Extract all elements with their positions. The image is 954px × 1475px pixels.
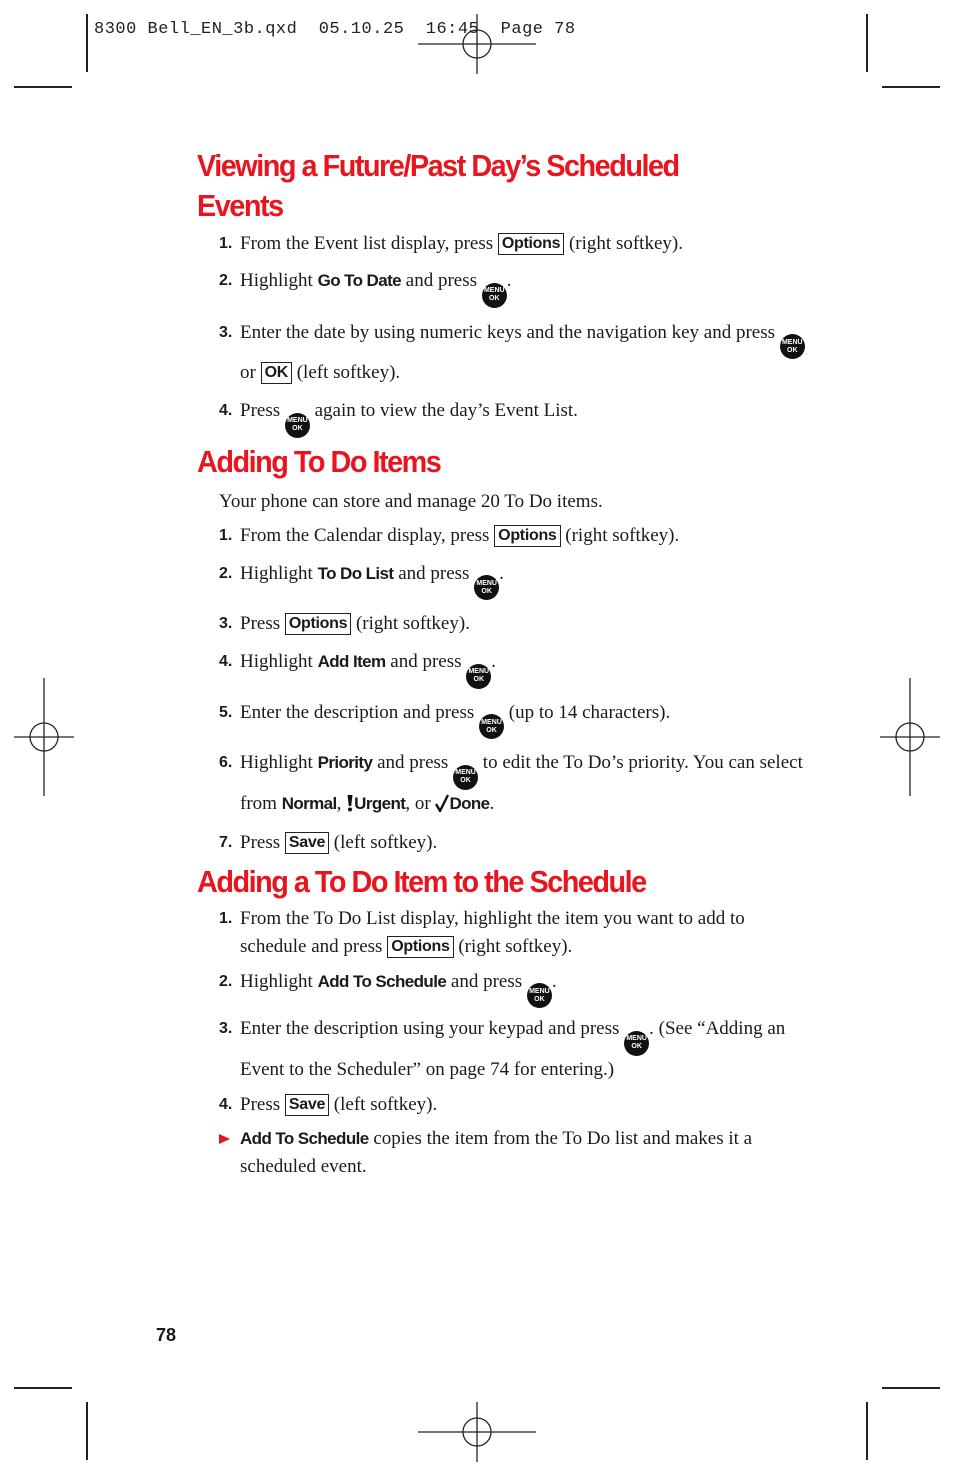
menu-icon-label: OK <box>489 295 500 302</box>
menu-icon-label: MENU <box>481 718 502 726</box>
menu-icon-label: OK <box>486 726 497 734</box>
step-text: or <box>240 362 256 383</box>
ok-key: OK <box>261 362 292 384</box>
list-item <box>197 1091 807 1119</box>
menu-icon-label: OK <box>481 587 492 595</box>
menu-icon-label: MENU <box>781 338 803 346</box>
step-text: Highlight <box>240 752 313 773</box>
menu-ok-key-icon <box>466 664 491 689</box>
menu-icon-label: MENU <box>483 287 505 294</box>
menu-icon-label: MENU <box>455 769 476 776</box>
step-text: Highlight <box>240 562 313 584</box>
menu-ok-key-icon <box>453 765 478 790</box>
menu-icon-label: MENU <box>529 987 550 995</box>
menu-icon-label: OK <box>631 1043 642 1050</box>
options-key: Options <box>387 936 453 958</box>
exclamation-icon <box>346 794 354 812</box>
step-number: 1. <box>219 909 233 927</box>
menu-ok-key-icon <box>527 983 552 1008</box>
step-text: . <box>551 970 557 992</box>
crop-mark <box>86 1402 88 1460</box>
step-text: Press <box>240 831 281 853</box>
menu-icon-label: MENU <box>626 1035 647 1042</box>
page-number: 78 <box>156 1325 177 1345</box>
step-text: and press <box>377 752 449 773</box>
step-text: , or <box>405 792 431 814</box>
section-heading-adding-todo: Adding To Do Items <box>197 443 441 479</box>
list-item <box>197 905 807 961</box>
options-key: Options <box>494 525 560 547</box>
menu-term: Add Item <box>317 652 386 671</box>
step-text: (right softkey). <box>565 524 680 546</box>
step-text: From the To Do List display, highlight the item you want to add to schedule and press <box>240 907 745 957</box>
registration-mark-right <box>880 678 940 796</box>
crop-mark <box>14 1387 72 1389</box>
crop-mark <box>866 14 868 72</box>
crop-mark <box>86 14 88 72</box>
crop-mark <box>882 86 940 88</box>
options-key: Options <box>285 613 351 635</box>
menu-term: Priority <box>317 753 373 772</box>
step-number: 2. <box>219 272 233 289</box>
list-item <box>197 560 807 601</box>
step-text: (left softkey). <box>333 831 438 853</box>
step-number: 4. <box>219 653 233 670</box>
list-item <box>197 829 807 857</box>
menu-term: Add To Schedule <box>240 1128 369 1148</box>
step-text: Enter the date by using numeric keys and the navigation key and press <box>240 321 776 343</box>
step-number: 1. <box>219 526 233 544</box>
menu-icon-label: MENU <box>468 668 490 675</box>
step-text: Highlight <box>240 270 313 291</box>
steps-todo-schedule <box>197 905 807 1181</box>
step-text: and press <box>405 270 477 291</box>
checkmark-icon <box>435 794 449 812</box>
menu-term: Go To Date <box>317 271 402 290</box>
step-text: (right softkey). <box>568 233 683 254</box>
menu-icon-label: OK <box>292 425 303 432</box>
print-slug: 8300 Bell_EN_3b.qxd 05.10.25 16:45 Page 78 <box>94 20 576 39</box>
options-key: Options <box>498 233 564 255</box>
priority-done: Done <box>449 793 490 813</box>
step-number: 4. <box>219 402 233 419</box>
menu-ok-key-icon <box>482 283 507 308</box>
list-item <box>197 968 807 1009</box>
step-number: 3. <box>219 323 233 341</box>
step-text: Highlight <box>240 651 313 672</box>
list-item <box>197 610 807 638</box>
crop-mark <box>866 1402 868 1460</box>
step-text: . <box>506 270 512 291</box>
list-item <box>197 267 807 308</box>
step-text: From the Event list display, press <box>240 233 494 254</box>
list-item <box>197 319 807 388</box>
section-heading-viewing-events: Viewing a Future/Past Day’s Scheduled Events <box>197 148 679 223</box>
step-number: 4. <box>219 1095 233 1113</box>
step-text: and press <box>450 970 523 992</box>
crop-mark <box>882 1387 940 1389</box>
page-content <box>197 146 807 1181</box>
menu-ok-key-icon <box>285 413 310 438</box>
step-text: and press <box>390 651 462 672</box>
step-text: (left softkey). <box>296 362 401 383</box>
crop-mark <box>14 86 72 88</box>
registration-mark-top <box>418 14 536 74</box>
step-text: Press <box>240 1093 281 1115</box>
step-text: . (See “Adding an Event to the Scheduler” on page 74 for entering.) <box>240 1018 786 1080</box>
menu-ok-key-icon <box>780 334 805 359</box>
step-number: 6. <box>219 754 233 771</box>
step-number: 3. <box>219 1020 233 1037</box>
menu-icon-label: OK <box>473 676 485 683</box>
bullet-triangle-icon <box>219 1134 230 1144</box>
section-heading-todo-schedule: Adding a To Do Item to the Schedule <box>197 863 646 899</box>
save-key: Save <box>285 1094 329 1116</box>
save-key: Save <box>285 832 329 854</box>
list-item <box>197 1015 807 1084</box>
list-item <box>197 699 807 740</box>
step-text: Enter the description using your keypad and press <box>240 1018 620 1039</box>
intro-text: Your phone can store and manage 20 To Do items. <box>219 490 603 512</box>
step-text: . <box>499 562 504 584</box>
menu-ok-key-icon <box>624 1031 649 1056</box>
step-text: (right softkey). <box>458 935 573 957</box>
step-text: Press <box>240 400 281 421</box>
step-text: and press <box>398 562 470 584</box>
step-number: 1. <box>219 235 233 252</box>
step-text: From the Calendar display, press <box>240 524 490 546</box>
menu-term: To Do List <box>317 563 394 583</box>
step-number: 5. <box>219 703 233 721</box>
menu-ok-key-icon <box>479 714 504 739</box>
step-text: (left softkey). <box>333 1093 438 1115</box>
step-text: . <box>491 651 497 672</box>
menu-icon-label: MENU <box>287 417 308 424</box>
registration-mark-bottom <box>418 1402 536 1462</box>
step-text: (right softkey). <box>355 613 470 634</box>
step-text: Enter the description and press <box>240 701 475 723</box>
step-text: , <box>336 792 342 814</box>
menu-icon-label: OK <box>534 995 545 1003</box>
list-item <box>197 397 807 438</box>
step-text: to edit the To Do’s priority. You can select from <box>240 752 803 814</box>
step-text: again to view the day’s Event List. <box>314 400 578 421</box>
priority-normal: Normal <box>281 793 337 813</box>
note-item <box>197 1125 807 1181</box>
step-text: . <box>489 792 495 814</box>
steps-viewing-events <box>197 230 807 438</box>
menu-ok-key-icon <box>474 575 499 600</box>
list-item <box>197 522 807 550</box>
step-text: (up to 14 characters). <box>508 701 671 723</box>
step-text: Press <box>240 613 281 634</box>
step-number: 2. <box>219 972 233 990</box>
priority-urgent: Urgent <box>354 793 406 813</box>
registration-mark-left <box>14 678 74 796</box>
step-number: 2. <box>219 564 233 582</box>
menu-icon-label: MENU <box>476 579 497 587</box>
menu-icon-label: OK <box>460 777 471 784</box>
step-number: 7. <box>219 833 233 851</box>
step-text: Highlight <box>240 970 313 992</box>
list-item <box>197 749 807 818</box>
list-item <box>197 648 807 689</box>
menu-term: Add To Schedule <box>317 971 447 991</box>
list-item <box>197 230 807 258</box>
menu-icon-label: OK <box>787 346 798 354</box>
note-text: copies the item from the To Do list and makes it a scheduled event. <box>240 1127 753 1177</box>
step-number: 3. <box>219 615 233 632</box>
steps-adding-todo <box>197 522 807 857</box>
